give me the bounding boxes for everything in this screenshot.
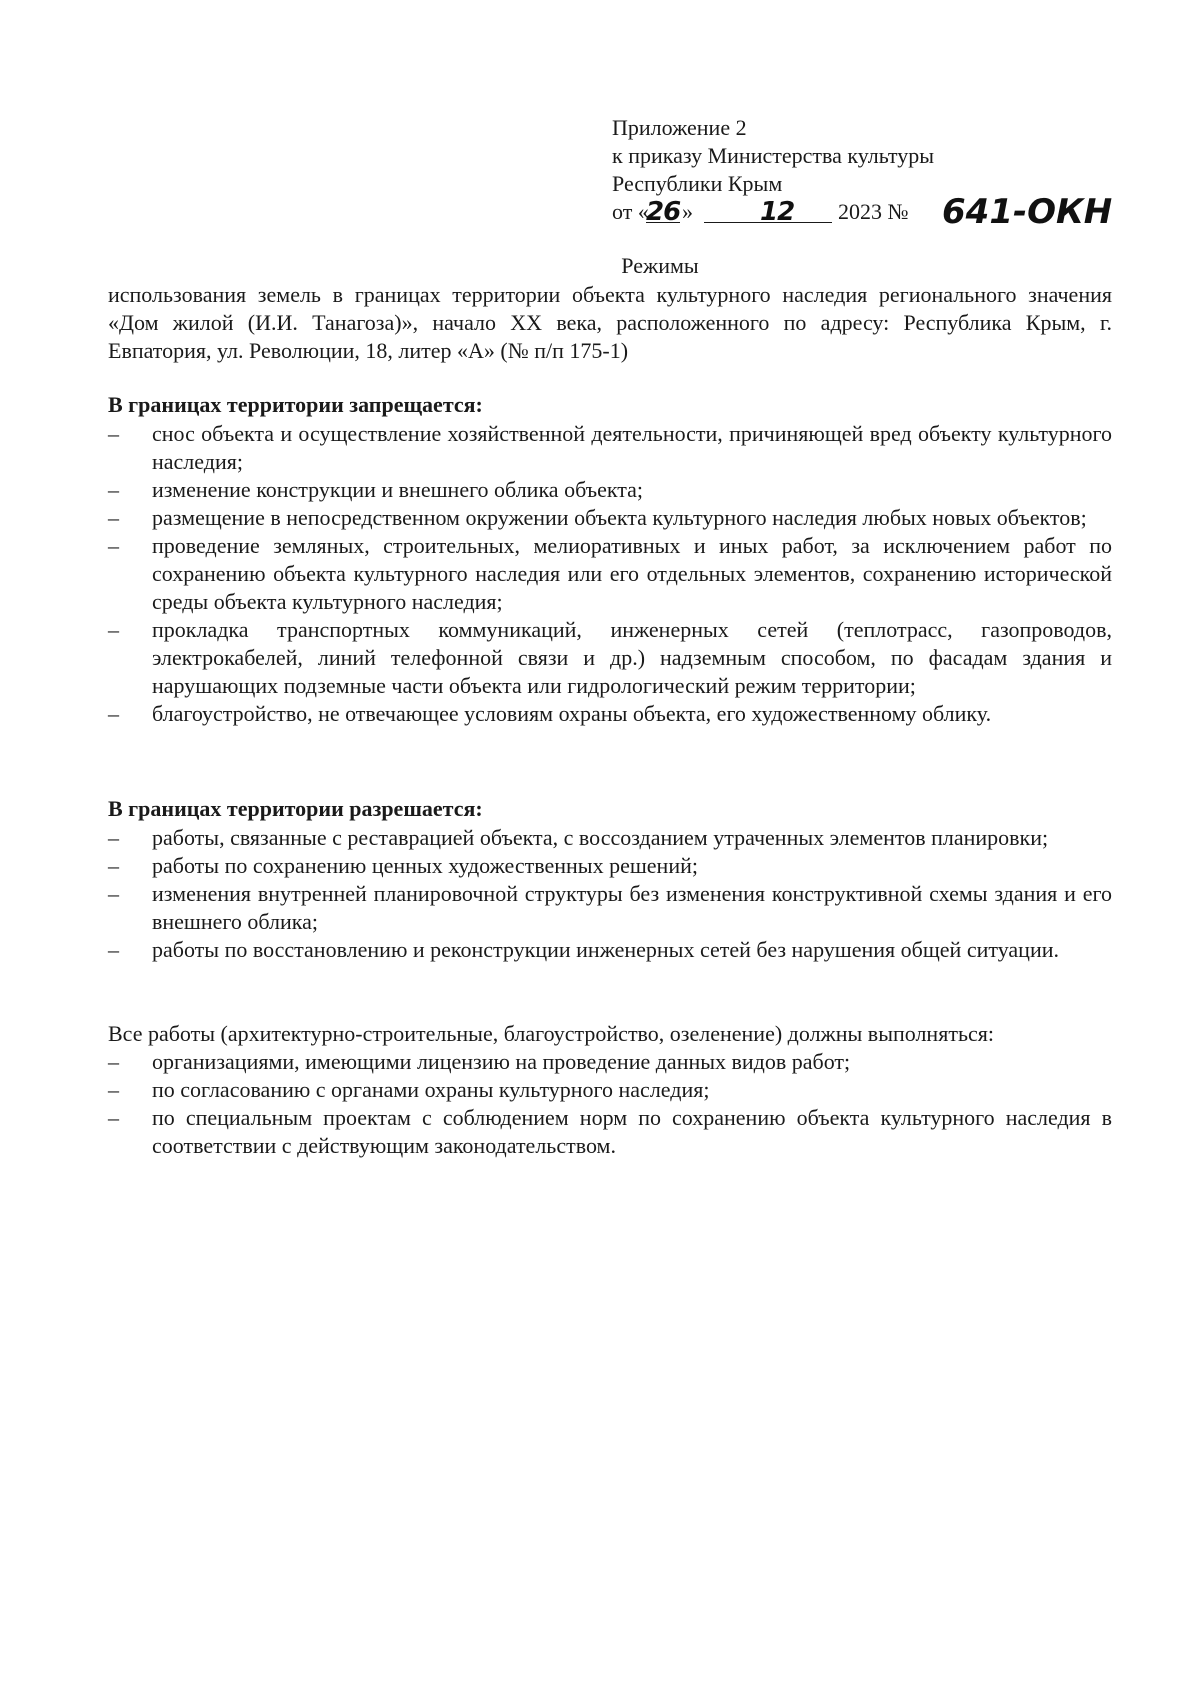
list-item: – прокладка транспортных коммуникаций, инженерных сетей (теплотрасс, газопроводов, электрокабелей, линий телефонной связи и др.) надземным способом, по фасадам здания и нарушающих подземные части объекта или гидрологический режим территории; <box>108 616 1112 700</box>
order-date-line <box>612 192 1113 232</box>
permitted-heading: В границах территории разрешается: <box>108 796 483 821</box>
list-item: – проведение земляных, строительных, мелиоративных и иных работ, за исключением работ по сохранению объекта культурного наследия или его отдельных элементов, сохранению исторической среды объекта культурного наследия; <box>108 532 1112 616</box>
date-quote-close: » <box>682 199 693 224</box>
list-item: – снос объекта и осуществление хозяйственной деятельности, причиняющей вред объекту культурного наследия; <box>108 420 1112 476</box>
prohibited-list <box>108 420 1112 728</box>
date-prefix: от « <box>612 199 649 224</box>
list-item: – изменение конструкции и внешнего облика объекта; <box>108 476 1112 504</box>
appendix-order-ref: к приказу Министерства культуры <box>612 143 935 168</box>
works-list <box>108 1048 1112 1160</box>
year-and-number-sign: 2023 № <box>838 199 909 224</box>
appendix-title: Приложение 2 <box>612 115 747 140</box>
day-underline <box>646 222 680 223</box>
document-intro: использования земель в границах территории объекта культурного наследия регионального значения «Дом жилой (И.И. Танагоза)», начало XX века, расположенного по адресу: Республика Крым, г. Евпатория, ул. Революции, 18, литер «А» (№ п/п 175-1) <box>108 282 1112 363</box>
list-item: – организациями, имеющими лицензию на проведение данных видов работ; <box>108 1048 1112 1076</box>
list-item: – изменения внутренней планировочной структуры без изменения конструктивной схемы здания и его внешнего облика; <box>108 880 1112 936</box>
permitted-list <box>108 824 1112 964</box>
list-item: – размещение в непосредственном окружении объекта культурного наследия любых новых объектов; <box>108 504 1112 532</box>
handwritten-day: 26 <box>646 197 681 227</box>
prohibited-heading: В границах территории запрещается: <box>108 392 483 417</box>
handwritten-order-number: 641-ОКН <box>942 192 1113 232</box>
list-item: – работы, связанные с реставрацией объекта, с воссозданием утраченных элементов планировки; <box>108 824 1112 852</box>
appendix-republic: Республики Крым <box>612 171 783 196</box>
list-item: – по специальным проектам с соблюдением норм по сохранению объекта культурного наследия в соответствии с действующим законодательством. <box>108 1104 1112 1160</box>
appendix-header <box>612 114 1113 232</box>
works-statement: Все работы (архитектурно-строительные, благоустройство, озеленение) должны выполняться: <box>108 1021 994 1046</box>
handwritten-month: 12 <box>760 197 795 227</box>
list-item: – по согласованию с органами охраны культурного наследия; <box>108 1076 1112 1104</box>
list-item: – работы по восстановлению и реконструкции инженерных сетей без нарушения общей ситуации. <box>108 936 1112 964</box>
document-title: Режимы <box>621 253 699 278</box>
list-item: – благоустройство, не отвечающее условиям охраны объекта, его художественному облику. <box>108 700 1112 728</box>
list-item: – работы по сохранению ценных художественных решений; <box>108 852 1112 880</box>
